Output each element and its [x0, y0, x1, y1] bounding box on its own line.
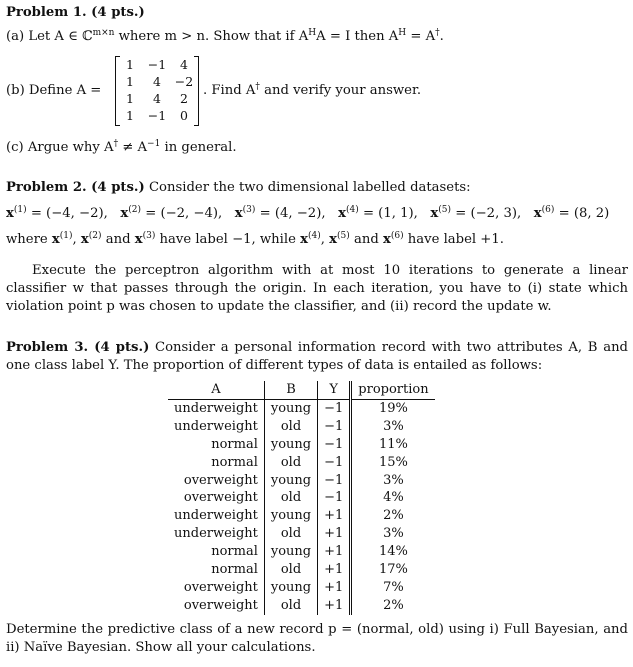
labels-sep: and: [101, 232, 135, 247]
problem1-part-c: [6, 139, 627, 157]
cell-y: −1: [318, 472, 351, 490]
point-sup: (4): [346, 205, 359, 215]
table-row: [168, 597, 435, 615]
cell-y: +1: [318, 579, 351, 597]
part-a-period: .: [439, 29, 444, 44]
cell-b: old: [264, 525, 317, 543]
point-sup: (5): [438, 205, 452, 215]
part-b-text: [203, 83, 421, 98]
labels-sep: and: [349, 232, 383, 247]
cell-b: young: [264, 399, 317, 417]
cell-y: −1: [318, 489, 351, 507]
point-x: x: [430, 206, 439, 221]
cell-b: old: [264, 561, 317, 579]
point-value: = (4, −2),: [255, 206, 326, 221]
problem2-header-text: Problem 2. (4 pts.): [6, 180, 145, 195]
table-row: [168, 507, 435, 525]
label-sup: (1): [59, 231, 73, 241]
cell-proportion: 3%: [383, 526, 404, 542]
cell-a: overweight: [183, 490, 258, 506]
col-a-header: A: [168, 381, 264, 399]
point-x: x: [51, 232, 60, 247]
table-row: [168, 399, 435, 417]
cell-b: old: [264, 597, 317, 615]
cell-a: underweight: [174, 526, 258, 542]
part-c-end: in general.: [160, 140, 237, 155]
labels-have1: have label −1, while: [155, 232, 301, 247]
problem2-intro: Consider the two dimensional labelled datasets:: [144, 180, 471, 195]
matrix-row: [116, 108, 198, 124]
matrix-cell: 0: [180, 108, 188, 123]
point-sup: (2): [128, 205, 142, 215]
part-a-h2: H: [398, 28, 407, 38]
part-a-h1: H: [308, 28, 317, 38]
part-b-verify: and verify your answer.: [259, 83, 422, 98]
cell-a: underweight: [174, 400, 258, 416]
part-a-rest: where m > n. Show that if A: [114, 29, 309, 44]
col-y-header: Y: [318, 381, 351, 399]
matrix-cell: −1: [147, 108, 167, 123]
table-row: [168, 543, 435, 561]
point-x: x: [234, 206, 243, 221]
point-x: x: [300, 232, 308, 247]
part-a-text: (a) Let A ∈ ℂ: [6, 29, 93, 44]
point-x: x: [329, 232, 338, 247]
point-value: = (−2, 3),: [451, 206, 522, 221]
cell-b: young: [264, 507, 317, 525]
cell-a: normal: [211, 562, 258, 578]
point-value: = (1, 1),: [358, 206, 418, 221]
cell-b: young: [264, 579, 317, 597]
cell-a: normal: [211, 436, 258, 452]
cell-y: +1: [318, 561, 351, 579]
cell-y: −1: [318, 399, 351, 417]
table-row: [168, 418, 435, 436]
table-header-row: [168, 381, 435, 399]
part-c-text: (c) Argue why A: [6, 140, 114, 155]
point-value: = (−2, −4),: [141, 206, 223, 221]
cell-a: underweight: [174, 418, 258, 434]
point-sup: (6): [541, 205, 555, 215]
matrix-cell: −1: [147, 57, 167, 72]
cell-proportion: 3%: [383, 472, 404, 488]
cell-proportion: 17%: [379, 562, 408, 578]
cell-b: young: [264, 436, 317, 454]
cell-y: +1: [318, 543, 351, 561]
cell-a: normal: [211, 454, 258, 470]
problem3-outro: Determine the predictive class of a new record p = (normal, old) using i) Full Bayesian, and ii) Naïve Bayesian. Show all your calculations.: [6, 622, 628, 655]
labels-sep: ,: [72, 232, 81, 247]
label-sup: (4): [308, 231, 321, 241]
point-sup: (3): [242, 205, 256, 215]
table-row: [168, 525, 435, 543]
cell-b: old: [264, 454, 317, 472]
proportion-table: [168, 381, 435, 615]
point-x: x: [80, 232, 89, 247]
matrix-A: [115, 56, 199, 126]
matrix-row: [116, 74, 198, 90]
point-x: x: [120, 206, 129, 221]
cell-b: old: [264, 418, 317, 436]
part-a-end: = A: [406, 29, 436, 44]
label-sup: (5): [337, 231, 350, 241]
cell-proportion: 3%: [383, 418, 404, 434]
problem3-intro-text: Consider a personal information record with two attributes A, B and one class label Y. The proportion of different types of data is entailed as follows:: [6, 340, 628, 373]
part-c-inv: −1: [147, 139, 161, 149]
table-row: [168, 454, 435, 472]
matrix-cell: 4: [153, 91, 161, 106]
labels-sep: ,: [320, 232, 330, 247]
cell-y: −1: [318, 436, 351, 454]
matrix-row: [116, 91, 198, 107]
cell-proportion: 2%: [383, 508, 404, 524]
matrix-cell: 4: [180, 57, 188, 72]
matrix-cell: 1: [126, 74, 134, 89]
matrix-row: [116, 57, 198, 73]
problem3-header-text: Problem 3. (4 pts.): [6, 340, 150, 355]
table-row: [168, 436, 435, 454]
part-b-dagger: †: [255, 82, 260, 92]
cell-y: +1: [318, 507, 351, 525]
labels-have2: have label +1.: [403, 232, 504, 247]
cell-proportion: 7%: [383, 579, 404, 595]
cell-y: −1: [318, 418, 351, 436]
point-x: x: [533, 206, 542, 221]
matrix-cell: 1: [126, 108, 134, 123]
cell-a: overweight: [183, 597, 258, 613]
col-b-header: B: [264, 381, 317, 399]
label-sup: (6): [390, 231, 404, 241]
cell-a: overweight: [183, 579, 258, 595]
table-row: [168, 561, 435, 579]
matrix-cell: 1: [126, 57, 134, 72]
point-value: = (−4, −2),: [26, 206, 108, 221]
problem2-header: [6, 179, 627, 197]
cell-proportion: 11%: [379, 436, 408, 452]
cell-proportion: 2%: [383, 597, 404, 613]
cell-a: normal: [211, 544, 258, 560]
cell-y: −1: [318, 454, 351, 472]
table-body: [168, 399, 435, 614]
matrix-cell: 2: [180, 91, 188, 106]
problem2-labels: [6, 231, 627, 249]
table-row: [168, 579, 435, 597]
problem2-paragraph: Execute the perceptron algorithm with at most 10 iterations to generate a linear classifier w that passes through the origin. In each iteration, you have to (i) state which violation point p was chosen to update the classifier, and (ii) record the update w.: [6, 263, 628, 314]
point-x: x: [382, 232, 391, 247]
part-a-sup: m×n: [92, 28, 115, 38]
part-c-rest: ≠ A: [118, 140, 148, 155]
part-b-label: (b) Define A =: [6, 83, 102, 98]
problem1-header: [6, 4, 627, 22]
cell-b: young: [264, 543, 317, 561]
point-x: x: [134, 232, 143, 247]
point-sup: (1): [13, 205, 27, 215]
point-value: = (8, 2): [554, 206, 610, 221]
cell-y: +1: [318, 525, 351, 543]
cell-a: underweight: [174, 508, 258, 524]
table-row: [168, 489, 435, 507]
problem1-header-text: Problem 1. (4 pts.): [6, 5, 145, 20]
cell-b: young: [264, 472, 317, 490]
matrix-cell: 4: [153, 74, 161, 89]
point-x: x: [338, 206, 346, 221]
matrix-cell: −2: [174, 74, 194, 89]
matrix-cell: 1: [126, 91, 134, 106]
part-b-find: . Find A: [203, 83, 256, 98]
col-proportion-header: proportion: [351, 381, 435, 399]
labels-where: where: [6, 232, 52, 247]
cell-y: +1: [318, 597, 351, 615]
cell-proportion: 4%: [383, 490, 404, 506]
part-a-dagger: †: [435, 28, 440, 38]
problem3-intro: [6, 339, 628, 375]
problem2-points: [6, 205, 627, 223]
cell-proportion: 19%: [379, 400, 408, 416]
cell-b: old: [264, 489, 317, 507]
cell-proportion: 15%: [379, 454, 408, 470]
label-sup: (2): [88, 231, 102, 241]
part-a-mid: A = I then A: [316, 29, 399, 44]
cell-a: overweight: [183, 472, 258, 488]
cell-proportion: 14%: [379, 544, 408, 560]
problem1-part-a: [6, 28, 627, 46]
point-x: x: [6, 206, 14, 221]
part-c-dagger: †: [113, 139, 119, 149]
label-sup: (3): [142, 231, 156, 241]
table-row: [168, 472, 435, 490]
